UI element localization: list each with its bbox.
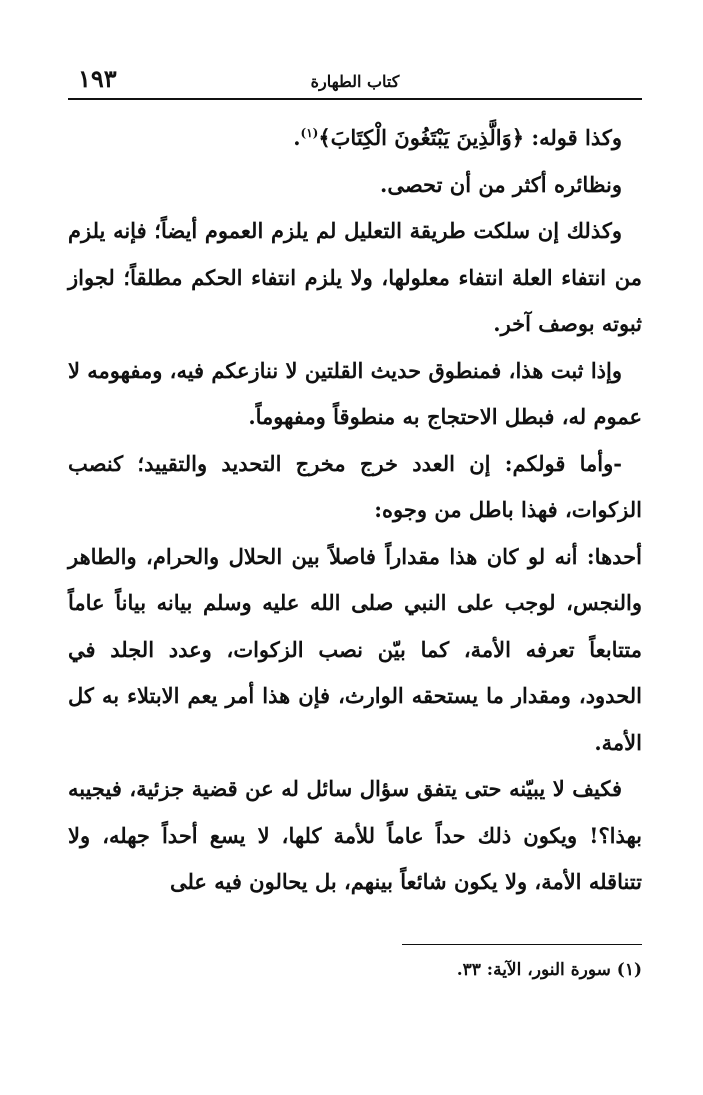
- footnote: (١) سورة النور، الآية: ٣٣.: [456, 960, 642, 980]
- paragraph-6-text: أنه لو كان هذا مقداراً فاصلاً بين الحلال والحرام، والطاهر والنجس، لوجب على النبي صلى الله عليه وسلم بيانه بياناً عاماً متتابعاً تعرفه الأمة، كما بيّن نصب الزكوات، وعدد الجلد في الحدود، ومقدار ما يستحقه الوارث، فإن هذا أمر يعم الابتلاء به كل الأمة.: [68, 543, 642, 755]
- quran-verse: ﴿وَالَّذِينَ يَبْتَغُونَ الْكِتَابَ﴾: [318, 125, 525, 150]
- book-page: [68, 62, 642, 980]
- paragraph-1-end: .: [293, 125, 301, 150]
- paragraph-1-intro: وكذا قوله:: [524, 125, 622, 150]
- paragraph-1: [68, 115, 642, 162]
- paragraph-3: وكذلك إن سلكت طريقة التعليل لم يلزم العموم أيضاً؛ فإنه يلزم من انتفاء العلة انتفاء معلولها، ولا يلزم انتفاء الحكم مطلقاً؛ لجواز ثبوته بوصف آخر.: [68, 218, 642, 336]
- page-header: [68, 62, 642, 100]
- paragraph-6-lead: أحدها:: [586, 543, 642, 569]
- paragraph-7: فكيف لا يبيّنه حتى يتفق سؤال سائل له عن قضية جزئية، فيجيبه بهذا؟! ويكون ذلك حداً عاماً للأمة كلها، لا يسع أحداً جهله، ولا تتناقله الأمة، ولا يكون شائعاً بينهم، بل يحالون فيه على: [68, 776, 642, 894]
- page-number: ١٩٣: [78, 64, 117, 93]
- chapter-title: كتاب الطهارة: [310, 72, 400, 91]
- paragraph-2: ونظائره أكثر من أن تحصى.: [380, 171, 622, 197]
- body-text: [68, 115, 642, 906]
- footnote-divider: [402, 944, 642, 945]
- paragraph-6: [68, 534, 642, 767]
- footnote-mark: (١): [300, 126, 319, 140]
- paragraph-4: وإذا ثبت هذا، فمنطوق حديث القلتين لا ننازعكم فيه، ومفهومه لا عموم له، فبطل الاحتجاج به منطوقاً ومفهوماً.: [68, 357, 642, 429]
- paragraph-5: -وأما قولكم: إن العدد خرج مخرج التحديد والتقييد؛ كنصب الزكوات، فهذا باطل من وجوه:: [68, 450, 642, 522]
